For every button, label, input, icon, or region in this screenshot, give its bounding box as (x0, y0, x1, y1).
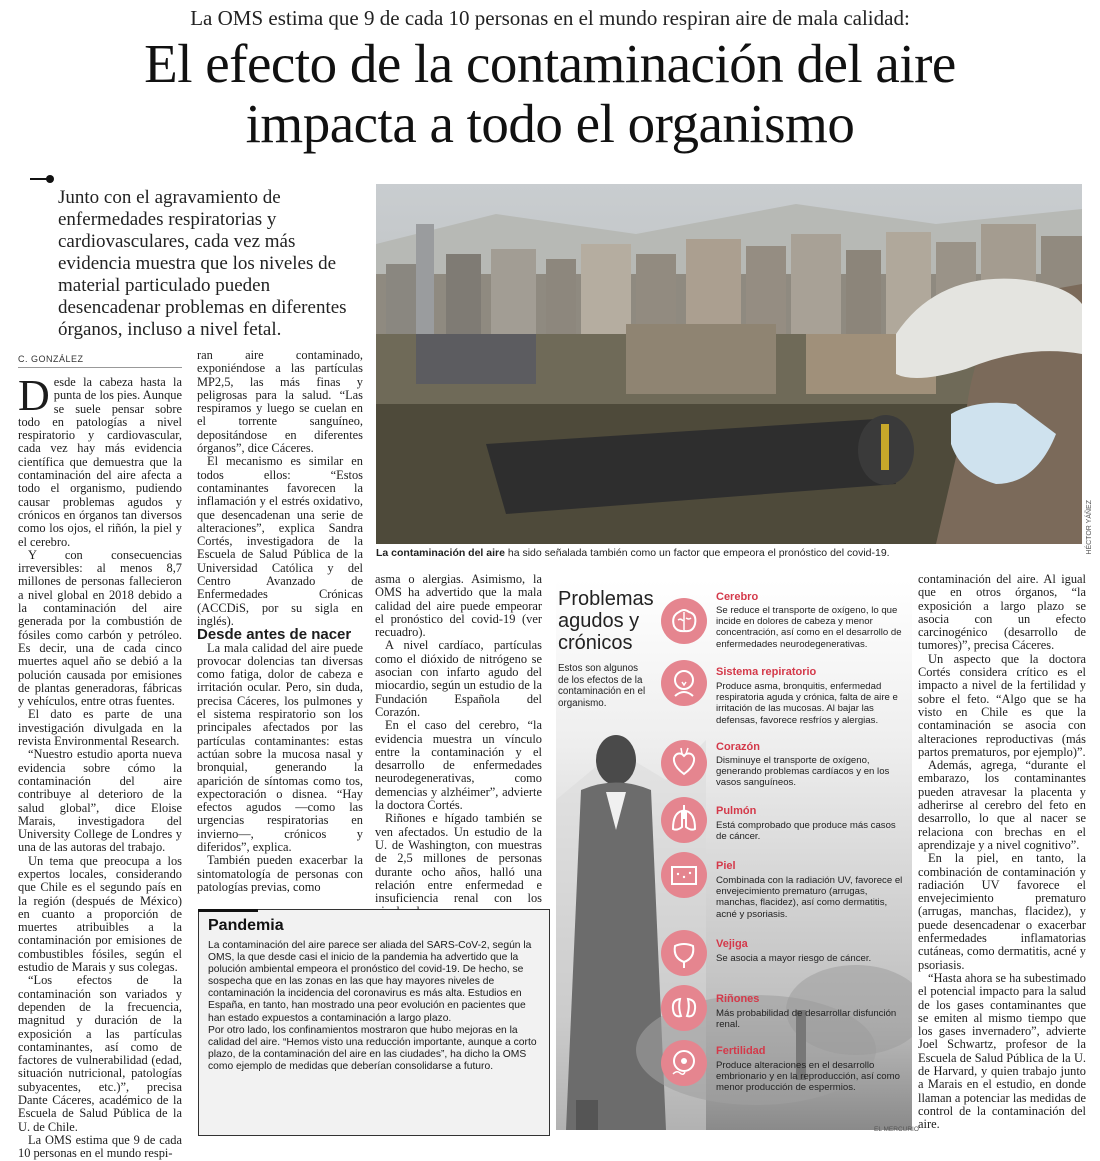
lungs-icon (661, 797, 707, 843)
organ-description: Produce alteraciones en el desarrollo embrionario y en la reproducción, así como menor producción de espermios. (716, 1060, 900, 1094)
fertility-icon (661, 1040, 707, 1086)
organ-description: Se reduce el transporte de oxígeno, lo que incide en dolores de cabeza y menor concentración, así como en el desarrollo de enfermedades neurodegenerativas. (716, 605, 902, 650)
drop-cap: D (18, 371, 50, 420)
skin-icon (661, 852, 707, 898)
paragraph: “Nuestro estudio aporta nueva evidencia sobre cómo la contaminación del aire contribuye al deterioro de la salud global”, dice Eloise Marais, investigadora del University College de Londres y una de las autoras del trabajo. (18, 747, 182, 855)
paragraph: La contaminación del aire parece ser aliada del SARS-CoV-2, según la OMS, la que desde casi el inicio de la pandemia ha advertido que la polución ambiental empeora el pronóstico del covid-19. De hecho, se sospecha que en las zonas en las que hay mayores niveles de contaminación la incidencia del coronavirus es más alta. Estudios en España, en tanto, han mostrado una peor evolución en pacientes que han estado expuestos a contaminación a largo plazo. (208, 940, 532, 1024)
headline (0, 34, 1100, 154)
city-photo (376, 184, 1082, 544)
photo-credit: HÉCTOR YÁÑEZ (1086, 500, 1093, 555)
paragraph: “Hasta ahora se ha subestimado el potencial impacto para la salud de los gases contaminantes que se emiten al mismo tiempo que los gases invernadero”, advierte Joel Schwartz, profesor de la Escuela de Salud Pública de la U. de Harvard, y quien trabajo junto a Marais en el estudio, en donde llaman a potenciar las medidas de control de la contaminación del aire. (918, 970, 1086, 1132)
paragraph: Por otro lado, los confinamientos mostraron que hubo mejoras en la calidad del aire. “Hemos visto una reducción importante, aunque a corto plazo, de la contaminación del aire en las ciudades”, ha dicho la OMS como ejemplo de medidas que deberían consolidarse a futuro. (208, 1024, 537, 1072)
organ-name: Cerebro (716, 591, 759, 603)
paragraph: También pueden exacerbar la sintomatología de personas con patologías previas, como (197, 853, 363, 894)
paragraph: Un aspecto que la doctora Cortés considera crítico es el impacto a nivel de la fertilidad y sobre el feto. “Algo que se ha visto en Chile es que la contaminación se asocia con alteraciones reproductivas (más partos prematuros, por ejemplo)”. (918, 651, 1086, 759)
paragraph: contaminación del aire. Al igual que en otros órganos, “la exposición a largo plazo se asocia con un efecto carcinogénico (desarrollo de tumores)”, precisa Cáceres. (918, 572, 1086, 653)
organ-name: Corazón (716, 741, 760, 753)
kicker: La OMS estima que 9 de cada 10 personas en el mundo respiran aire de mala calidad: (190, 6, 910, 30)
bladder-icon (661, 930, 707, 976)
organ-name: Vejiga (716, 938, 748, 950)
organ-name: Pulmón (716, 805, 757, 817)
paragraph: El dato es parte de una investigación divulgada en la revista Environmental Research. (18, 707, 182, 749)
byline: C. GONZÁLEZ (18, 354, 84, 364)
column-1 (18, 371, 182, 1161)
paragraph: Un tema que preocupa a los expertos locales, considerando que Chile es el segundo país en la región (después de México) en cuanto a proporción de muertes atribuibles a la contaminación por emisiones de combustibles fósiles, según el estudio de Marais y sus colegas. (18, 853, 182, 975)
paragraph: Desde la cabeza hasta la punta de los pies. Aunque se suele pensar sobre todo en patologías a nivel respiratorio y cardiovascular, cada vez hay más evidencia científica que demuestra que la contaminación del aire afecta a todo el organismo, pudiendo causar problemas agudos y crónicos en órganos tan diversos como los ojos, el riñón, la piel y el cerebro. (18, 371, 182, 549)
respiratory-icon (661, 660, 707, 706)
pandemia-text (208, 940, 540, 1073)
pandemia-title: Pandemia (208, 917, 284, 934)
paragraph: En la piel, en tanto, la combinación de contaminación y radiación UV favorece el envejecimiento prematuro (arrugas, manchas, flacidez), y puede desencadenar o exacerbar enfermedades inflamatorias cutáneas, como dermatitis, acné y psoriasis. (918, 851, 1086, 972)
paragraph: asma o alergias. Asimismo, la OMS ha advertido que la mala calidad del aire puede empeorar el pronóstico del covid-19 (ver recuadro). (375, 572, 542, 640)
paragraph: El mecanismo es similar en todos ellos: “Estos contaminantes favorecen la inflamación y el estrés oxidativo, que desencadenan una serie de alteraciones”, explica Sandra Cortés, investigadora de la Escuela de Salud Pública de la Universidad Católica y del Centro Avanzado de Enfermedades Crónicas (ACCDiS, por su sigla en inglés). (197, 454, 363, 628)
organ-name: Sistema repiratorio (716, 666, 817, 678)
column-4 (918, 573, 1086, 1131)
kidneys-icon (661, 985, 707, 1031)
paragraph: Riñones e hígado también se ven afectados. Un estudio de la U. de Washington, con muestras de 2,5 millones de personas durante ocho años, halló una relación entre enfermedad e insuficiencia renal con los (375, 811, 542, 906)
paragraph: La mala calidad del aire puede provocar dolencias tan diversas como fatiga, dolor de cabeza e irritación ocular. Pero, sin duda, precisa Cáceres, los pulmones y el sistema respiratorio son los principales afectados por las partículas contaminantes: estas actúan sobre la mucosa nasal y bronquial, generando la aparición de síntomas como tos, expectoración o disnea. “Hay efectos agudos —como las urgencias respiratorias en invierno—, crónicos y diferidos”, explica. (197, 640, 363, 854)
column-3 (375, 573, 542, 919)
paragraph: En el caso del cerebro, “la evidencia muestra un vínculo entre la contaminación y el desarrollo de enfermedades neurodegenerativas, como demencias y alzhéimer”, advierte la doctora Cortés. (375, 718, 542, 813)
photo-caption: La contaminación del aire ha sido señalada también como un factor que empeora el pronóstico del covid-19. (376, 547, 890, 559)
heart-icon (661, 740, 707, 786)
infographic-intro: Estos son algunos de los efectos de la contaminación en el organismo. (558, 663, 646, 709)
organ-description: Combinada con la radiación UV, favorece el envejecimiento prematuro (arrugas, manchas, flacidez), así como dermatitis, acné y psoriasis. (716, 875, 903, 920)
organ-description: Está comprobado que produce más casos de cáncer. (716, 820, 896, 843)
headline-line-1: El efecto de la contaminación del aire (144, 33, 956, 94)
subheading: Desde antes de nacer (197, 626, 352, 644)
lead-paragraph: Junto con el agravamiento de enfermedades respiratorias y cardiovasculares, cada vez más evidencia muestra que los niveles de material particulado pueden desencadenar problemas en diferentes órganos, incluso a nivel fetal. (58, 187, 347, 340)
paragraph: A nivel cardíaco, partículas como el dióxido de nitrógeno se asocian con infarto agudo del miocardio, según un estudio de la Fundación Española del Corazón. (375, 638, 542, 719)
pandemia-box-accent (198, 909, 258, 912)
organ-name: Fertilidad (716, 1045, 766, 1057)
infographic-title: Problemas agudos y crónicos (558, 588, 654, 654)
organ-description: Más probabilidad de desarrollar disfunción renal. (716, 1008, 897, 1031)
paragraph: La OMS estima que 9 de cada 10 personas en el mundo respi- (18, 1132, 182, 1161)
paragraph: Además, agrega, “durante el embarazo, los contaminantes pueden atravesar la placenta y adherirse al cerebro del feto en desarrollo, lo que al nacer se relaciona con brechas en el aprendizaje y a nivel cognitivo”. (918, 758, 1086, 852)
paragraph: “Los efectos de la contaminación son variados y dependen de la frecuencia, magnitud y duración de la exposición a las partículas contaminantes, así como de factores de vulnerabilidad (edad, situación nutricional, patologías subyacentes, etc.)”, precisa Dante Cáceres, académico de la Escuela de Salud Pública de la U. de Chile. (18, 973, 182, 1134)
headline-line-2: impacta a todo el organismo (245, 93, 855, 154)
organ-description: Se asocia a mayor riesgo de cáncer. (716, 953, 872, 964)
organ-description: Produce asma, bronquitis, enfermedad respiratoria aguda y crónica, falta de aire e irritación de las mucosas. Al bajar las defensas, favorece resfríos y alergias. (716, 681, 898, 726)
organ-description: Disminuye el transporte de oxígeno, generando problemas cardíacos y en los vasos sanguíneos. (716, 755, 890, 789)
santiago-smog-image (376, 184, 1082, 544)
lead-bullet (46, 175, 54, 183)
organ-name: Riñones (716, 993, 760, 1005)
paragraph: Y con consecuencias irreversibles: al menos 8,7 millones de personas fallecieron a nivel global en 2018 debido a la contaminación del aire generada por la combustión de fósiles como carbón y petróleo. Es decir, una de cada cinco muertes aquel año se debió a la polución causada por emisiones de plantas generadoras, fábricas y vehículos, entre otras fuentes. (18, 547, 182, 709)
column-2 (197, 349, 363, 894)
brain-icon (661, 598, 707, 644)
infographic-credit: EL MERCURIO (874, 1126, 919, 1133)
byline-rule (18, 367, 182, 368)
organ-name: Piel (716, 860, 736, 872)
paragraph: ran aire contaminado, exponiéndose a las partículas MP2,5, las más finas y peligrosas para la salud. “Las respiramos y luego se cuelan en el torrente sanguíneo, depositándose en diferentes órganos”, dice Cáceres. (197, 348, 363, 456)
